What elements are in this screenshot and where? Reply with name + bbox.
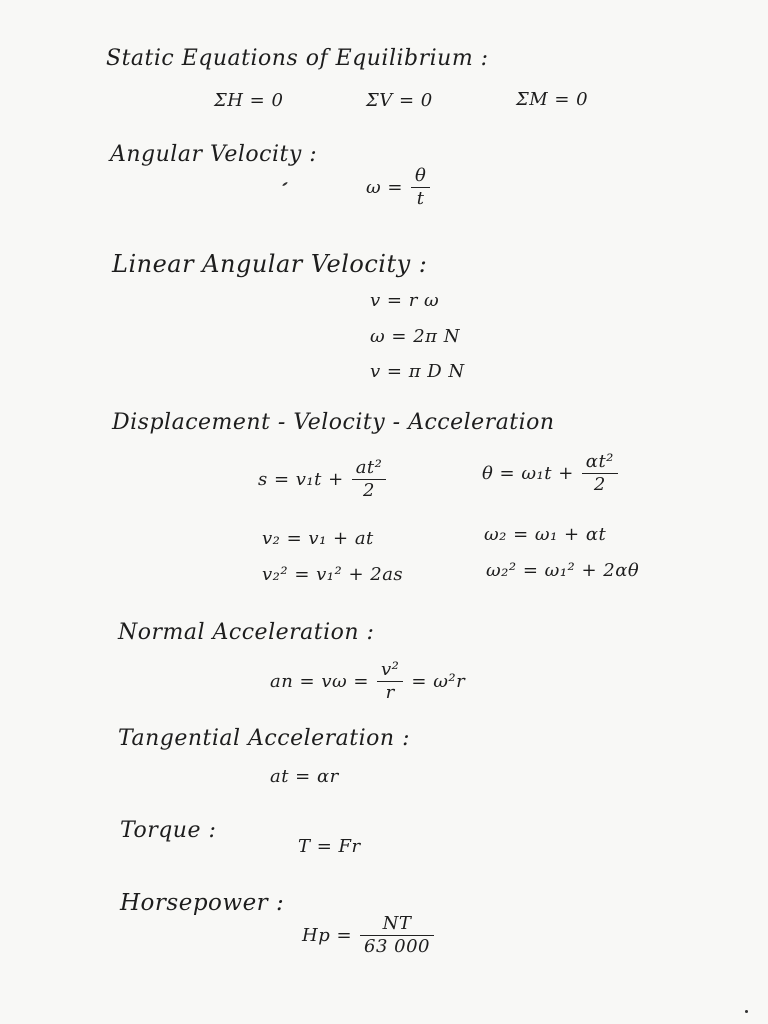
normal-acceleration-lhs: an = vω = <box>270 671 369 693</box>
heading-torque: Torque : <box>120 818 217 843</box>
normal-acceleration-denominator: r <box>385 682 395 704</box>
displacement-denominator: 2 <box>363 480 375 502</box>
heading-horsepower: Horsepower : <box>120 890 285 916</box>
normal-acceleration-fraction <box>377 660 403 703</box>
angular-velocity-numerator: θ <box>414 165 427 186</box>
normal-acceleration-numerator: v² <box>381 659 400 680</box>
angular-displacement-denominator: 2 <box>593 474 606 496</box>
equation-final-angular-velocity: ω₂ = ω₁ + αt <box>484 524 607 545</box>
paper-speck <box>282 181 288 186</box>
heading-normal-acceleration: Normal Acceleration : <box>118 620 375 645</box>
heading-linear-angular-velocity: Linear Angular Velocity : <box>112 250 428 278</box>
equation-final-angular-velocity-squared: ω₂² = ω₁² + 2αθ <box>486 560 640 581</box>
angular-velocity-lhs: ω = <box>366 177 403 199</box>
equation-horsepower <box>302 914 438 957</box>
horsepower-denominator: 63 000 <box>364 936 431 958</box>
heading-displacement-velocity-acceleration: Displacement - Velocity - Acceleration <box>112 410 555 435</box>
equation-final-velocity: v₂ = v₁ + at <box>262 528 374 549</box>
equation-normal-acceleration <box>270 660 465 703</box>
displacement-fraction <box>352 458 387 501</box>
equation-v-r-omega: v = r ω <box>370 290 440 311</box>
equation-final-velocity-squared: v₂² = v₁² + 2as <box>262 564 404 585</box>
horsepower-lhs: Hp = <box>302 925 353 947</box>
equation-angular-velocity <box>366 166 434 209</box>
heading-angular-velocity: Angular Velocity : <box>110 142 318 167</box>
equation-tangential-acceleration: at = αr <box>270 766 339 787</box>
angular-velocity-fraction <box>411 166 430 209</box>
equation-omega-2pi-n: ω = 2π N <box>370 326 460 347</box>
paper-speck <box>745 1010 748 1013</box>
equation-sum-v: ΣV = 0 <box>366 90 433 111</box>
displacement-lhs: s = v₁t + <box>258 469 344 491</box>
heading-static-equilibrium: Static Equations of Equilibrium : <box>106 46 489 71</box>
angular-displacement-numerator: αt² <box>585 451 614 472</box>
horsepower-numerator: NT <box>382 913 412 934</box>
normal-acceleration-rhs: = ω²r <box>411 671 466 693</box>
equation-displacement <box>258 458 390 501</box>
equation-angular-displacement <box>482 452 622 495</box>
equation-sum-h: ΣH = 0 <box>214 90 284 111</box>
heading-tangential-acceleration: Tangential Acceleration : <box>118 726 410 751</box>
equation-sum-m: ΣM = 0 <box>516 89 589 110</box>
displacement-numerator: at² <box>355 457 383 478</box>
angular-velocity-denominator: t <box>416 188 425 210</box>
angular-displacement-lhs: θ = ω₁t + <box>482 463 574 485</box>
angular-displacement-fraction <box>582 452 618 495</box>
equation-v-pi-d-n: v = π D N <box>370 361 465 382</box>
equation-torque: T = Fr <box>298 836 361 857</box>
horsepower-fraction <box>360 914 434 957</box>
